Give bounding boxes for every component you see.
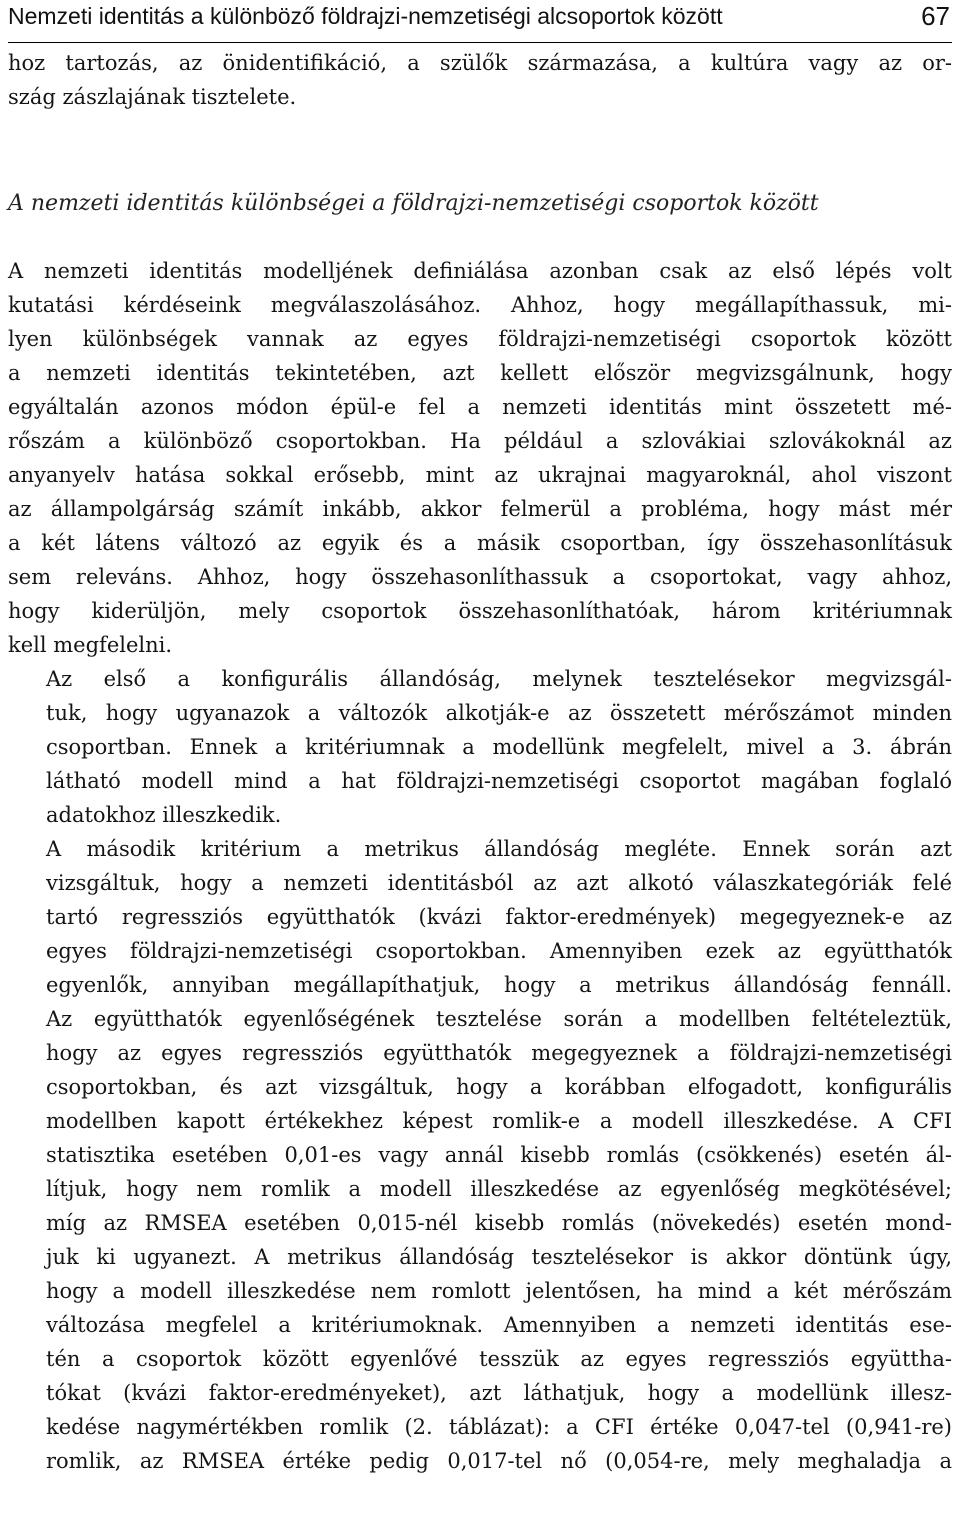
paragraph [8, 254, 952, 662]
text-line: A nemzeti identitás modelljének definiálása azonban csak az első lépés volt [8, 259, 952, 283]
text-line: juk ki ugyanezt. A metrikus állandóság tesztelésekor is akkor döntünk úgy, [46, 1245, 952, 1269]
text-line: vizsgáltuk, hogy a nemzeti identitásból az azt alkotó válaszkategóriák felé [46, 871, 952, 895]
text-line: tén a csoportok között egyenlővé tesszük az egyes regressziós együttha- [46, 1347, 952, 1371]
text-line: Az együtthatók egyenlőségének tesztelése során a modellben feltételeztük, [46, 1007, 952, 1031]
text-line: tartó regressziós együtthatók (kvázi faktor-eredmények) megegyeznek-e az [46, 905, 952, 929]
text-line: csoportban. Ennek a kritériumnak a modellünk megfelelt, mivel a 3. ábrán [46, 735, 952, 759]
paragraph [8, 832, 952, 1478]
text-line: statisztika esetében 0,01-es vagy annál kisebb romlás (csökkenés) esetén ál- [46, 1143, 952, 1167]
text-line: sem releváns. Ahhoz, hogy összehasonlíthassuk a csoportokat, vagy ahhoz, [8, 565, 952, 589]
text-line: tuk, hogy ugyanazok a változók alkotják-e az összetett mérőszámot minden [46, 701, 952, 725]
text-line: tókat (kvázi faktor-eredményeket), azt láthatjuk, hogy a modellünk illesz- [46, 1381, 952, 1405]
text-line: anyanyelv hatása sokkal erősebb, mint az ukrajnai magyaroknál, ahol viszont [8, 463, 952, 487]
text-line: modellben kapott értékekhez képest romlik-e a modell illeszkedése. A CFI [46, 1109, 952, 1133]
text-line: romlik, az RMSEA értéke pedig 0,017-tel nő (0,054-re, mely meghaladja a [46, 1449, 952, 1473]
text-line: Az első a konfigurális állandóság, melynek tesztelésekor megvizsgál- [46, 667, 952, 691]
section-heading: A nemzeti identitás különbségei a földrajzi-nemzetiségi csoportok között [8, 191, 819, 216]
paragraph [8, 662, 952, 832]
intro-continuation [8, 46, 952, 114]
running-header-title: Nemzeti identitás a különböző földrajzi-nemzetiségi alcsoportok között [8, 3, 723, 29]
text-line: hogy kiderüljön, mely csoportok összehasonlíthatóak, három kritériumnak [8, 599, 952, 623]
text-line: az állampolgárság számít inkább, akkor felmerül a probléma, hogy mást mér [8, 497, 952, 521]
text-line: A második kritérium a metrikus állandóság megléte. Ennek során azt [46, 837, 952, 861]
text-line: míg az RMSEA esetében 0,015-nél kisebb romlás (növekedés) esetén mond- [46, 1211, 952, 1235]
text-line: lítjuk, hogy nem romlik a modell illeszkedése az egyenlőség megkötésével; [46, 1177, 952, 1201]
text-line: a nemzeti identitás tekintetében, azt kellett először megvizsgálnunk, hogy [8, 361, 952, 385]
text-line: hogy az egyes regressziós együtthatók megegyeznek a földrajzi-nemzetiségi [46, 1041, 952, 1065]
text-line: lyen különbségek vannak az egyes földrajzi-nemzetiségi csoportok között [8, 327, 952, 351]
text-line: hoz tartozás, az önidentifikáció, a szülők származása, a kultúra vagy az or- [8, 51, 952, 75]
text-line: adatokhoz illeszkedik. [46, 803, 282, 827]
text-line: változása megfelel a kritériumoknak. Amennyiben a nemzeti identitás ese- [46, 1313, 952, 1337]
text-line: egyenlők, annyiban megállapíthatjuk, hogy a metrikus állandóság fennáll. [46, 973, 952, 997]
text-line: csoportokban, és azt vizsgáltuk, hogy a korábban elfogadott, konfigurális [46, 1075, 952, 1099]
text-line: egyes földrajzi-nemzetiségi csoportokban. Amennyiben ezek az együtthatók [46, 939, 952, 963]
text-line: kedése nagymértékben romlik (2. táblázat): a CFI értéke 0,047-tel (0,941-re) [46, 1415, 952, 1439]
text-line: kell megfelelni. [8, 633, 173, 657]
text-line: egyáltalán azonos módon épül-e fel a nemzeti identitás mint összetett mé- [8, 395, 952, 419]
text-line: látható modell mind a hat földrajzi-nemzetiségi csoportot magában foglaló [46, 769, 952, 793]
text-line: a két látens változó az egyik és a másik csoportban, így összehasonlításuk [8, 531, 952, 555]
text-line: rőszám a különböző csoportokban. Ha például a szlovákiai szlovákoknál az [8, 429, 952, 453]
page-number: 67 [921, 1, 950, 31]
body-text [8, 254, 952, 1478]
running-header [8, 0, 952, 43]
text-line: hogy a modell illeszkedése nem romlott jelentősen, ha mind a két mérőszám [46, 1279, 952, 1303]
text-line: szág zászlajának tisztelete. [8, 85, 297, 109]
text-line: kutatási kérdéseink megválaszolásához. Ahhoz, hogy megállapíthassuk, mi- [8, 293, 952, 317]
